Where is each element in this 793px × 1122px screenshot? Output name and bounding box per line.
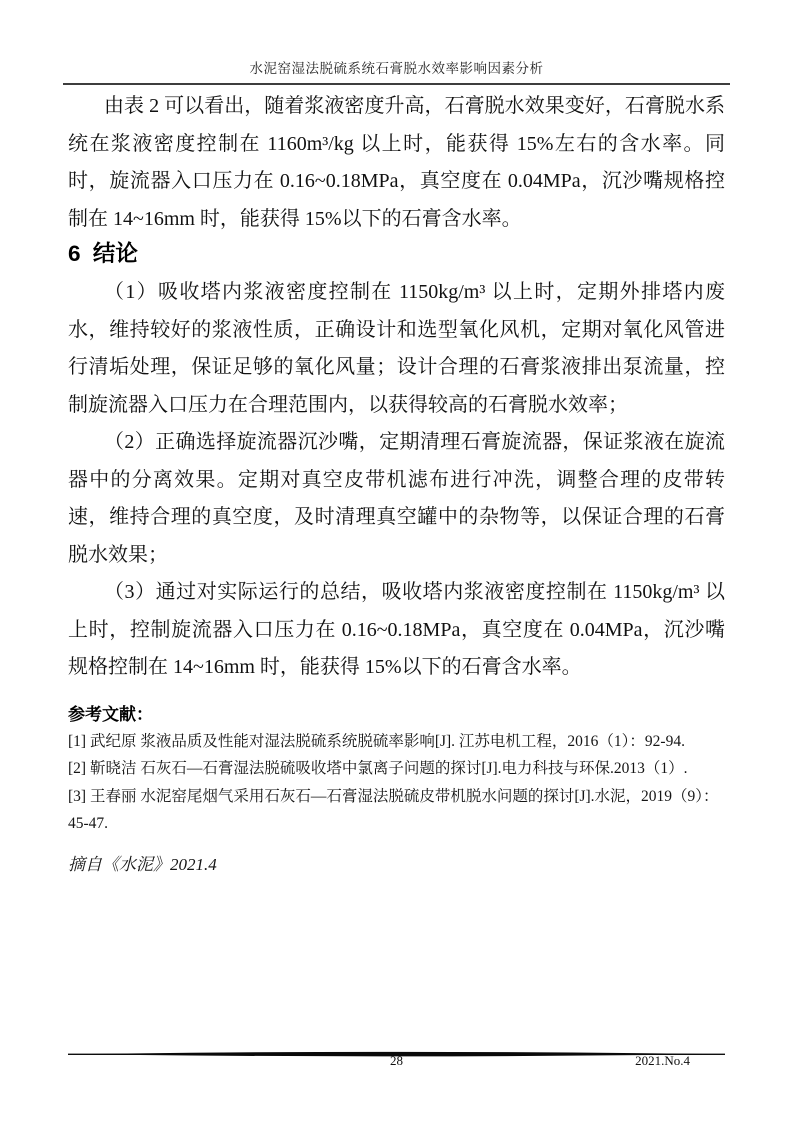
page-footer [0, 1045, 793, 1071]
conclusion-paragraph-3: （3）通过对实际运行的总结，吸收塔内浆液密度控制在 1150kg/m³ 以上时，控制旋流器入口压力在 0.16~0.18MPa，真空度在 0.04MPa，沉沙嘴规格控制在 14~16mm 时，能获得 15%以下的石膏含水率。 [68, 581, 725, 678]
conclusion-paragraph-1: （1）吸收塔内浆液密度控制在 1150kg/m³ 以上时，定期外排塔内废水，维持较好的浆液性质，正确设计和选型氧化风机，定期对氧化风管进行清垢处理，保证足够的氧化风量；设计合理的石膏浆液排出泵流量，控制旋流器入口压力在合理范围内，以获得较高的石膏脱水效率； [68, 281, 725, 416]
source-note: 摘自《水泥》2021.4 [68, 854, 217, 874]
page-number: 28 [390, 1053, 403, 1068]
references-heading: 参考文献： [68, 704, 153, 724]
running-header-title: 水泥窑湿法脱硫系统石膏脱水效率影响因素分析 [249, 61, 544, 76]
issue-label: 2021.No.4 [635, 1053, 690, 1068]
footer-rule [68, 1045, 725, 1052]
reference-entry-3: [3] 王春丽 水泥窑尾烟气采用石灰石—石膏湿法脱硫皮带机脱水问题的探讨[J].水泥，2019（9）：45-47. [68, 787, 719, 832]
references-list [68, 728, 725, 838]
section-heading-conclusion [68, 241, 725, 267]
reference-entry-2: [2] 靳晓洁 石灰石—石膏湿法脱硫吸收塔中氯离子问题的探讨[J].电力科技与环保.2013（1）. [68, 760, 688, 777]
intro-paragraph: 由表 2 可以看出，随着浆液密度升高，石膏脱水效果变好，石膏脱水系统在浆液密度控制在 1160m³/kg 以上时，能获得 15%左右的含水率。同时，旋流器入口压力在 0.16~0.18MPa，真空度在 0.04MPa，沉沙嘴规格控制在 14~16mm 时，能获得 15%以下的石膏含水率。 [68, 95, 725, 230]
header-rule [63, 83, 730, 85]
section-label: 结论 [92, 241, 138, 266]
reference-entry-1: [1] 武纪原 浆液品质及性能对湿法脱硫系统脱硫率影响[J]. 江苏电机工程，2016（1）：92-94. [68, 732, 685, 750]
conclusion-paragraph-2: （2）正确选择旋流器沉沙嘴，定期清理石膏旋流器，保证浆液在旋流器中的分离效果。定期对真空皮带机滤布进行冲洗，调整合理的皮带转速，维持合理的真空度，及时清理真空罐中的杂物等，以保证合理的石膏脱水效果； [68, 431, 725, 566]
section-number: 6 [68, 241, 81, 266]
footer-text-row [0, 1053, 793, 1071]
